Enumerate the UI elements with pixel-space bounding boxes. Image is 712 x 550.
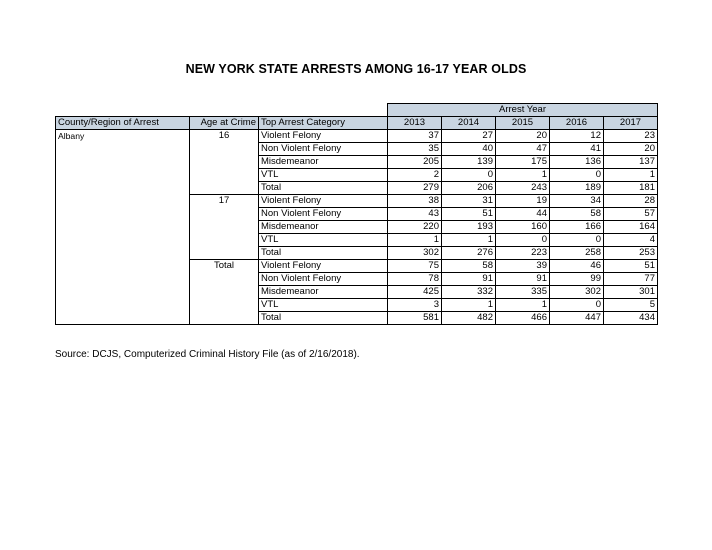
value-cell: 51 [604, 260, 658, 273]
value-cell: 43 [388, 208, 442, 221]
value-cell: 164 [604, 221, 658, 234]
category-cell: Misdemeanor [259, 221, 388, 234]
category-cell: VTL [259, 234, 388, 247]
age-cell: Total [190, 260, 259, 325]
category-cell: Misdemeanor [259, 286, 388, 299]
value-cell: 425 [388, 286, 442, 299]
value-cell: 181 [604, 182, 658, 195]
value-cell: 189 [550, 182, 604, 195]
value-cell: 1 [496, 169, 550, 182]
value-cell: 99 [550, 273, 604, 286]
category-cell: Violent Felony [259, 260, 388, 273]
category-cell: Violent Felony [259, 195, 388, 208]
category-cell: VTL [259, 169, 388, 182]
value-cell: 243 [496, 182, 550, 195]
age-cell: 17 [190, 195, 259, 260]
header-group-row [56, 104, 658, 117]
category-cell: Non Violent Felony [259, 143, 388, 156]
value-cell: 2 [388, 169, 442, 182]
header-row [56, 117, 658, 130]
category-cell: Non Violent Felony [259, 273, 388, 286]
value-cell: 58 [550, 208, 604, 221]
value-cell: 302 [550, 286, 604, 299]
value-cell: 1 [442, 234, 496, 247]
value-cell: 434 [604, 312, 658, 325]
value-cell: 39 [496, 260, 550, 273]
year-header: 2015 [496, 117, 550, 130]
value-cell: 335 [496, 286, 550, 299]
value-cell: 91 [496, 273, 550, 286]
value-cell: 37 [388, 130, 442, 143]
value-cell: 3 [388, 299, 442, 312]
source-note: Source: DCJS, Computerized Criminal History File (as of 2/16/2018). [55, 349, 360, 360]
value-cell: 91 [442, 273, 496, 286]
value-cell: 23 [604, 130, 658, 143]
value-cell: 193 [442, 221, 496, 234]
value-cell: 12 [550, 130, 604, 143]
category-cell: Violent Felony [259, 130, 388, 143]
arrest-year-header: Arrest Year [388, 104, 658, 117]
value-cell: 302 [388, 247, 442, 260]
value-cell: 77 [604, 273, 658, 286]
age-header: Age at Crime [190, 117, 259, 130]
value-cell: 1 [388, 234, 442, 247]
value-cell: 276 [442, 247, 496, 260]
category-cell: Total [259, 182, 388, 195]
value-cell: 0 [442, 169, 496, 182]
value-cell: 258 [550, 247, 604, 260]
value-cell: 301 [604, 286, 658, 299]
value-cell: 35 [388, 143, 442, 156]
value-cell: 0 [550, 169, 604, 182]
value-cell: 75 [388, 260, 442, 273]
value-cell: 137 [604, 156, 658, 169]
value-cell: 0 [550, 234, 604, 247]
value-cell: 166 [550, 221, 604, 234]
value-cell: 205 [388, 156, 442, 169]
year-header: 2014 [442, 117, 496, 130]
value-cell: 44 [496, 208, 550, 221]
value-cell: 482 [442, 312, 496, 325]
year-header: 2013 [388, 117, 442, 130]
value-cell: 40 [442, 143, 496, 156]
arrests-table [55, 103, 658, 325]
category-cell: Misdemeanor [259, 156, 388, 169]
value-cell: 51 [442, 208, 496, 221]
value-cell: 78 [388, 273, 442, 286]
value-cell: 0 [496, 234, 550, 247]
value-cell: 58 [442, 260, 496, 273]
value-cell: 223 [496, 247, 550, 260]
value-cell: 136 [550, 156, 604, 169]
value-cell: 27 [442, 130, 496, 143]
value-cell: 160 [496, 221, 550, 234]
value-cell: 41 [550, 143, 604, 156]
value-cell: 466 [496, 312, 550, 325]
value-cell: 1 [496, 299, 550, 312]
table-row [56, 130, 658, 143]
value-cell: 19 [496, 195, 550, 208]
county-header: County/Region of Arrest [56, 117, 190, 130]
county-cell: Albany [56, 130, 190, 325]
value-cell: 1 [442, 299, 496, 312]
value-cell: 5 [604, 299, 658, 312]
age-cell: 16 [190, 130, 259, 195]
value-cell: 175 [496, 156, 550, 169]
value-cell: 581 [388, 312, 442, 325]
value-cell: 332 [442, 286, 496, 299]
value-cell: 46 [550, 260, 604, 273]
value-cell: 206 [442, 182, 496, 195]
value-cell: 31 [442, 195, 496, 208]
value-cell: 139 [442, 156, 496, 169]
value-cell: 47 [496, 143, 550, 156]
category-cell: VTL [259, 299, 388, 312]
value-cell: 38 [388, 195, 442, 208]
value-cell: 1 [604, 169, 658, 182]
category-cell: Total [259, 312, 388, 325]
year-header: 2016 [550, 117, 604, 130]
year-header: 2017 [604, 117, 658, 130]
value-cell: 447 [550, 312, 604, 325]
value-cell: 253 [604, 247, 658, 260]
value-cell: 0 [550, 299, 604, 312]
value-cell: 4 [604, 234, 658, 247]
category-cell: Non Violent Felony [259, 208, 388, 221]
value-cell: 28 [604, 195, 658, 208]
category-cell: Total [259, 247, 388, 260]
value-cell: 57 [604, 208, 658, 221]
category-header: Top Arrest Category [259, 117, 388, 130]
value-cell: 20 [604, 143, 658, 156]
value-cell: 20 [496, 130, 550, 143]
value-cell: 34 [550, 195, 604, 208]
report-title: NEW YORK STATE ARRESTS AMONG 16-17 YEAR OLDS [185, 62, 527, 76]
value-cell: 220 [388, 221, 442, 234]
value-cell: 279 [388, 182, 442, 195]
